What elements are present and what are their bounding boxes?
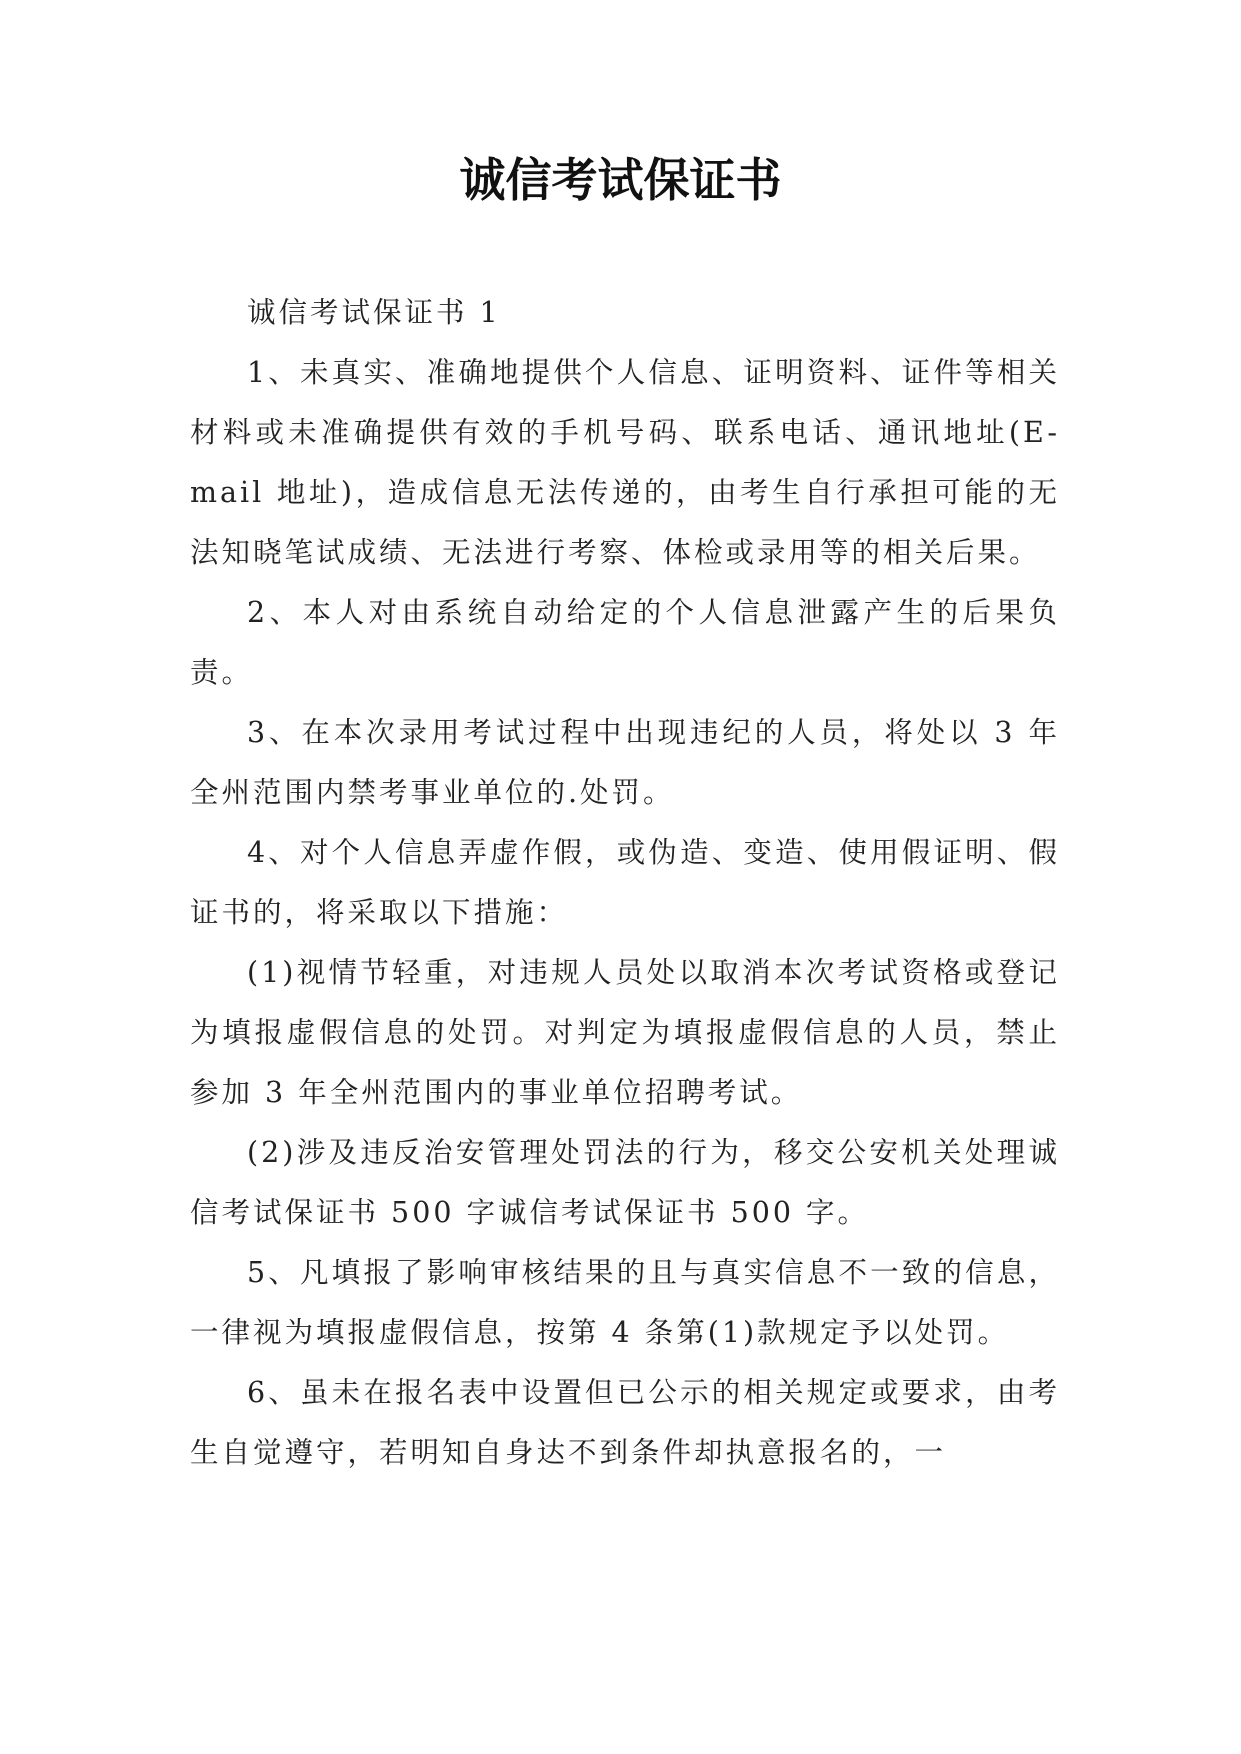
paragraph-heading: 诚信考试保证书 1	[247, 296, 501, 329]
paragraph-item-2: 2、本人对由系统自动给定的个人信息泄露产生的后果负责。	[190, 596, 1060, 689]
paragraph-item-4-2: (2)涉及违反治安管理处罚法的行为，移交公安机关处理诚信考试保证书 500 字诚信考试保证书 500 字。	[190, 1136, 1060, 1229]
paragraph-item-3: 3、在本次录用考试过程中出现违纪的人员，将处以 3 年全州范围内禁考事业单位的.处罚。	[190, 716, 1060, 809]
paragraph-item-6: 6、虽未在报名表中设置但已公示的相关规定或要求，由考生自觉遵守，若明知自身达不到条件却执意报名的，一	[190, 1376, 1060, 1469]
paragraph-item-1: 1、未真实、准确地提供个人信息、证明资料、证件等相关材料或未准确提供有效的手机号码、联系电话、通讯地址(E-mail 地址)，造成信息无法传递的，由考生自行承担可能的无法知晓笔试成绩、无法进行考察、体检或录用等的相关后果。	[190, 356, 1060, 569]
paragraph-item-4: 4、对个人信息弄虚作假，或伪造、变造、使用假证明、假证书的，将采取以下措施：	[190, 836, 1060, 929]
document-title: 诚信考试保证书	[459, 153, 782, 207]
document-body	[190, 283, 1060, 1483]
paragraph-item-4-1: (1)视情节轻重，对违规人员处以取消本次考试资格或登记为填报虚假信息的处罚。对判定为填报虚假信息的人员，禁止参加 3 年全州范围内的事业单位招聘考试。	[190, 956, 1060, 1109]
paragraph-item-5: 5、凡填报了影响审核结果的且与真实信息不一致的信息，一律视为填报虚假信息，按第 4 条第(1)款规定予以处罚。	[190, 1256, 1060, 1349]
